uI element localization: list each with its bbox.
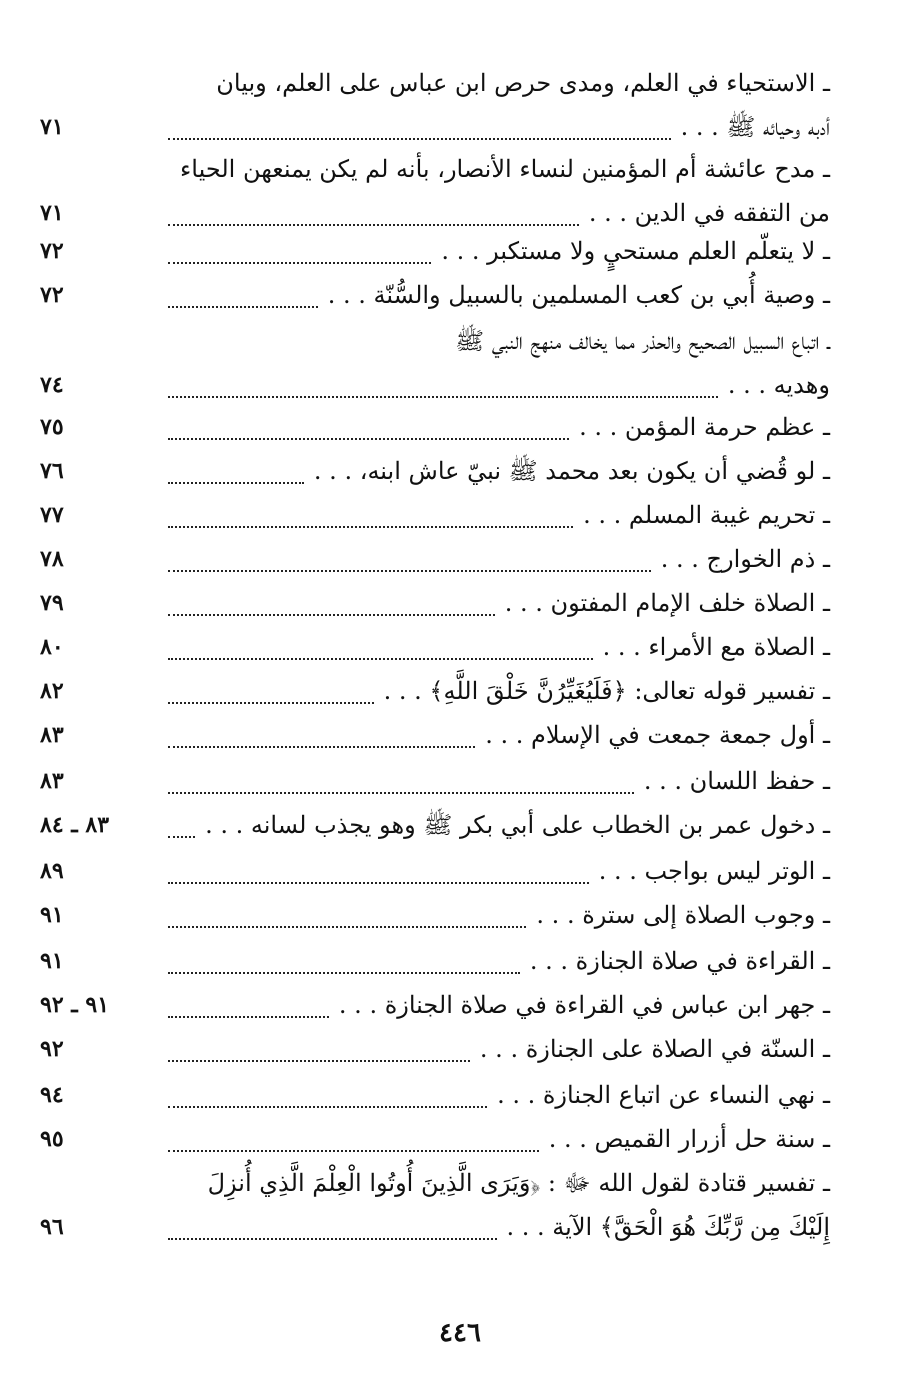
index-entry <box>40 896 830 940</box>
entry-line <box>40 986 830 1030</box>
index-entry <box>40 942 830 986</box>
leader-dots <box>168 393 718 398</box>
index-entry <box>40 1120 830 1164</box>
entry-text: ـ نهي النساء عن اتباع الجنازة . . . <box>497 1081 830 1109</box>
entry-text: ـ وجوب الصلاة إلى سترة . . . <box>536 901 830 929</box>
entry-text: ـ الاستحياء في العلم، ومدى حرص ابن عباس على العلم، وبيان <box>216 69 830 97</box>
entry-page-number: ٨٣ <box>40 768 64 794</box>
entry-line <box>40 64 830 108</box>
entry-line <box>40 150 830 194</box>
entry-line <box>40 366 830 410</box>
index-entry <box>40 584 830 628</box>
page-number: ٤٤٦ <box>439 1318 481 1348</box>
entry-text: ـ تفسير قوله تعالى: ﴿فَلَيُغَيِّرُنَّ خَلْقَ اللَّهِ﴾ . . . <box>383 677 830 705</box>
entry-text: ـ الصلاة خلف الإمام المفتون . . . <box>504 589 830 617</box>
leader-dots <box>168 221 579 226</box>
index-entry <box>40 1030 830 1074</box>
leader-dots <box>168 1147 539 1152</box>
index-entry <box>40 540 830 584</box>
entry-line <box>40 1164 830 1208</box>
entry-line <box>40 672 830 716</box>
entry-page-number: ٧٨ <box>40 546 64 572</box>
leader-dots <box>168 833 195 838</box>
index-entry <box>40 64 830 152</box>
index-entry <box>40 762 830 806</box>
entry-line <box>40 1120 830 1164</box>
leader-dots <box>168 1235 497 1240</box>
leader-dots <box>168 789 634 794</box>
entry-line <box>40 276 830 320</box>
entry-text: ـ لو قُضي أن يكون بعد محمد ﷺ نبيّ عاش ابنه، . . . <box>313 457 830 485</box>
entry-line <box>40 452 830 496</box>
leader-dots <box>168 699 374 704</box>
entry-text: ـ سنة حل أزرار القميص . . . <box>548 1125 830 1153</box>
entry-line <box>40 540 830 584</box>
index-entry <box>40 232 830 276</box>
entry-page-number: ٧٢ <box>40 238 64 264</box>
entry-text: إِلَيْكَ مِن رَّبِّكَ هُوَ الْحَقَّ﴾ الآية . . . <box>506 1213 830 1241</box>
entry-line <box>40 716 830 760</box>
entry-line <box>40 1030 830 1074</box>
leader-dots <box>168 479 304 484</box>
entry-text: ـ حفظ اللسان . . . <box>643 767 830 795</box>
entry-text: ـ ذم الخوارج . . . <box>660 545 830 573</box>
index-entry <box>40 322 830 410</box>
entry-text: ـ تفسير قتادة لقول الله ﷻ : ﴿وَيَرَى الَّذِينَ أُوتُوا الْعِلْمَ الَّذِي أُنزِلَ <box>207 1169 830 1197</box>
leader-dots <box>168 523 573 528</box>
entry-page-number: ٧٦ <box>40 458 64 484</box>
leader-dots <box>168 303 318 308</box>
leader-dots <box>168 969 520 974</box>
entry-text: ـ أول جمعة جمعت في الإسلام . . . <box>485 721 830 749</box>
entry-page-number: ٧٤ <box>40 372 64 398</box>
index-entry <box>40 806 830 850</box>
entry-page-number: ٩٢ <box>40 1036 64 1062</box>
entry-page-number: ٩١ <box>40 902 64 928</box>
entry-text: ـ السنّة في الصلاة على الجنازة . . . <box>479 1035 830 1063</box>
leader-dots <box>168 1013 329 1018</box>
entry-line <box>40 762 830 806</box>
entry-line <box>40 322 830 366</box>
index-entry <box>40 276 830 320</box>
entry-text: ـ وصية أُبي بن كعب المسلمين بالسبيل والسُّنّة . . . <box>327 281 830 309</box>
entry-page-number: ٨٢ <box>40 678 64 704</box>
entry-text: ـ لا يتعلّم العلم مستحيٍ ولا مستكبر . . . <box>441 237 830 265</box>
index-entry <box>40 628 830 672</box>
index-entry <box>40 496 830 540</box>
leader-dots <box>168 1057 470 1062</box>
leader-dots <box>168 259 431 264</box>
entry-page-number: ٧٧ <box>40 502 64 528</box>
entry-page-number: ٩١ <box>40 948 64 974</box>
entry-page-number: ٩٤ <box>40 1082 64 1108</box>
entry-text: ـ الصلاة مع الأمراء . . . <box>602 633 830 661</box>
entry-page-number: ٧٢ <box>40 282 64 308</box>
entry-text: ـ اتباع السبيل الصحيح والحذر مما يخالف منهج النبي ﷺ <box>455 327 830 355</box>
index-entry <box>40 408 830 452</box>
leader-dots <box>168 567 651 572</box>
leader-dots <box>168 879 589 884</box>
leader-dots <box>168 923 526 928</box>
entry-line <box>40 108 830 152</box>
entry-page-number: ٨٠ <box>40 634 64 660</box>
entry-line <box>40 496 830 540</box>
leader-dots <box>168 1103 487 1108</box>
entry-line <box>40 232 830 276</box>
leader-dots <box>168 655 593 660</box>
entry-page-number: ٩٥ <box>40 1126 64 1152</box>
entry-line <box>40 628 830 672</box>
index-entry <box>40 452 830 496</box>
index-entry <box>40 150 830 238</box>
index-entry <box>40 1076 830 1120</box>
index-entry <box>40 672 830 716</box>
index-entry <box>40 852 830 896</box>
leader-dots <box>168 743 475 748</box>
leader-dots <box>168 611 495 616</box>
leader-dots <box>168 135 671 140</box>
index-entry <box>40 1164 830 1252</box>
entry-line <box>40 896 830 940</box>
entry-page-number: ٨٣ <box>40 722 64 748</box>
entry-line <box>40 584 830 628</box>
leader-dots <box>168 435 569 440</box>
entry-page-number: ٧١ <box>40 114 64 140</box>
entry-page-number: ٩٦ <box>40 1214 64 1240</box>
entry-page-number: ٨٣ ـ ٨٤ <box>40 812 110 838</box>
index-entry <box>40 716 830 760</box>
entry-text: ـ مدح عائشة أم المؤمنين لنساء الأنصار، بأنه لم يكن يمنعهن الحياء <box>180 155 830 183</box>
entry-text: ـ دخول عمر بن الخطاب على أبي بكر ﷺ وهو يجذب لسانه . . . <box>205 811 830 839</box>
entry-line <box>40 408 830 452</box>
entry-line <box>40 1076 830 1120</box>
entry-page-number: ٧١ <box>40 200 64 226</box>
entry-line <box>40 1208 830 1252</box>
entry-line <box>40 852 830 896</box>
entry-page-number: ٧٥ <box>40 414 64 440</box>
entry-line <box>40 806 830 850</box>
entry-line <box>40 942 830 986</box>
entry-text: ـ الوتر ليس بواجب . . . <box>598 857 830 885</box>
entry-text: ـ تحريم غيبة المسلم . . . <box>583 501 830 529</box>
index-entry <box>40 986 830 1030</box>
entry-text: من التفقه في الدين . . . <box>588 199 830 227</box>
entry-text: ـ عظم حرمة المؤمن . . . <box>579 413 830 441</box>
entry-text: وهديه . . . <box>727 371 830 399</box>
entry-text: ـ جهر ابن عباس في القراءة في صلاة الجنازة . . . <box>338 991 830 1019</box>
entry-page-number: ٩١ ـ ٩٢ <box>40 992 110 1018</box>
entry-text: ـ القراءة في صلاة الجنازة . . . <box>529 947 830 975</box>
entry-page-number: ٧٩ <box>40 590 64 616</box>
entry-page-number: ٨٩ <box>40 858 64 884</box>
entry-text: أدبه وحيائه ﷺ . . . <box>680 113 830 141</box>
